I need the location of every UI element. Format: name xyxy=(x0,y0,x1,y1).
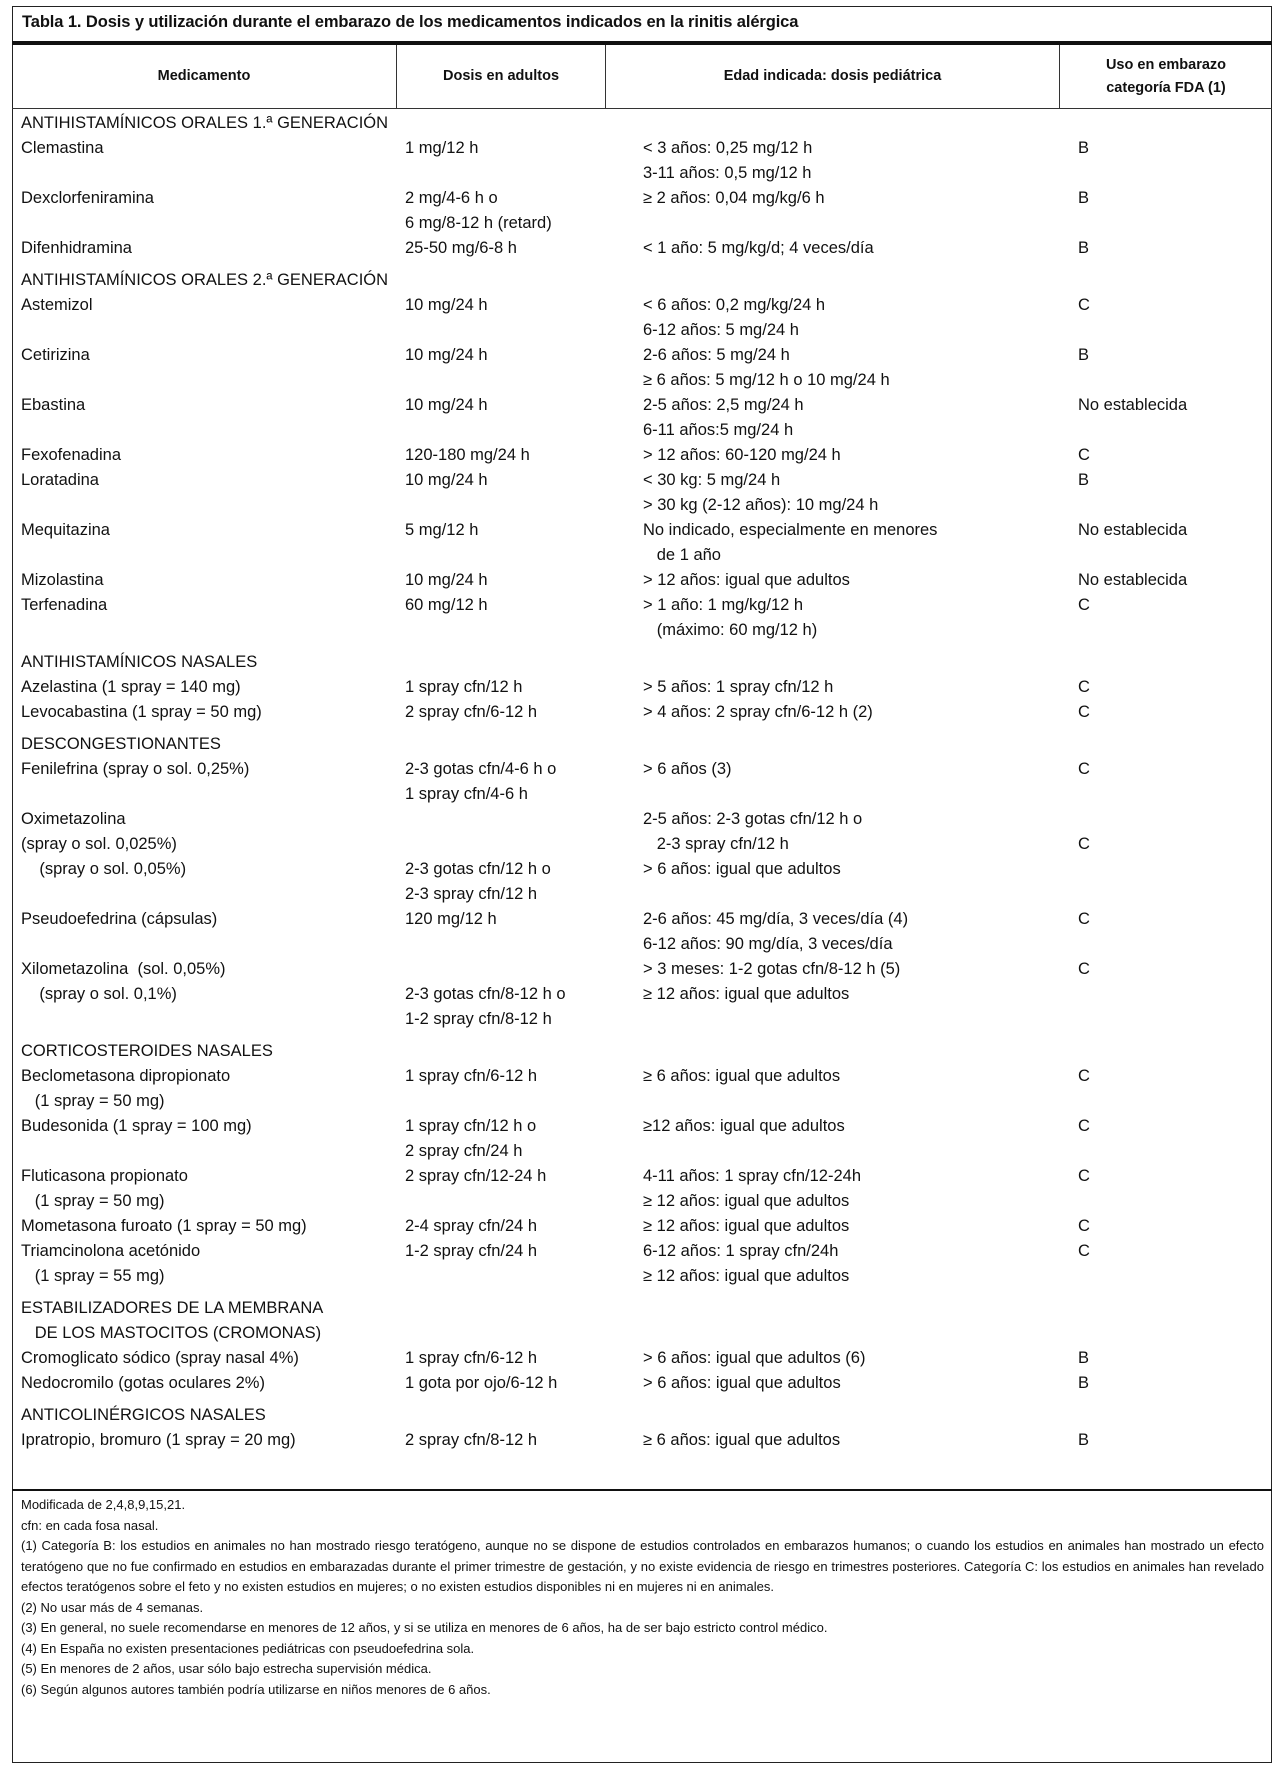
cell-dosis-adultos: 2-4 spray cfn/24 h xyxy=(405,1217,538,1235)
cell-medicamento: Cetirizina xyxy=(21,346,90,364)
table-row xyxy=(0,443,1283,468)
cell-medicamento: Cromoglicato sódico (spray nasal 4%) xyxy=(21,1349,299,1367)
table-row xyxy=(0,468,1283,518)
cell-categoria-fda: B xyxy=(1078,239,1090,257)
header-dosis-adultos: Dosis en adultos xyxy=(397,45,606,108)
cell-categoria-fda: B xyxy=(1078,1349,1090,1367)
cell-dosis-adultos: 25-50 mg/6-8 h xyxy=(405,239,517,257)
cell-dosis-pediatrica: 2-6 años: 45 mg/día, 3 veces/día (4) 6-12 años: 90 mg/día, 3 veces/día xyxy=(643,910,909,953)
footnote: cfn: en cada fosa nasal. xyxy=(21,1517,159,1533)
cell-dosis-adultos: 2 spray cfn/6-12 h xyxy=(405,703,538,721)
table-footnotes xyxy=(21,1495,1264,1700)
cell-dosis-pediatrica: > 12 años: 60-120 mg/24 h xyxy=(643,446,841,464)
table-row xyxy=(0,1164,1283,1214)
footnote: (5) En menores de 2 años, usar sólo bajo estrecha supervisión médica. xyxy=(21,1661,432,1676)
category-row xyxy=(0,732,1283,757)
cell-dosis-pediatrica: > 12 años: igual que adultos xyxy=(643,571,850,589)
cell-dosis-pediatrica: > 6 años: igual que adultos xyxy=(643,1374,841,1392)
cell-dosis-adultos: 2-3 gotas cfn/12 h o 2-3 spray cfn/12 h xyxy=(405,860,551,903)
cell-dosis-pediatrica: ≥ 12 años: igual que adultos xyxy=(643,1217,850,1235)
category-row xyxy=(0,268,1283,293)
cell-dosis-pediatrica: ≥ 2 años: 0,04 mg/kg/6 h xyxy=(643,189,825,207)
table-row xyxy=(0,1114,1283,1164)
table-row xyxy=(0,1371,1283,1396)
category-row xyxy=(0,650,1283,675)
table-row xyxy=(0,1239,1283,1289)
category-row xyxy=(0,111,1283,136)
cell-medicamento: Fenilefrina (spray o sol. 0,25%) xyxy=(21,760,250,778)
cell-categoria-fda: B xyxy=(1078,1431,1090,1449)
cell-medicamento: Ipratropio, bromuro (1 spray = 20 mg) xyxy=(21,1431,296,1449)
cell-categoria-fda: C xyxy=(1078,835,1090,853)
cell-dosis-pediatrica: ≥ 6 años: igual que adultos xyxy=(643,1067,841,1085)
cell-medicamento: Levocabastina (1 spray = 50 mg) xyxy=(21,703,262,721)
cell-categoria-fda: C xyxy=(1078,1242,1090,1260)
header-medicamento: Medicamento xyxy=(12,45,397,108)
cell-medicamento: Astemizol xyxy=(21,296,93,314)
cell-dosis-adultos: 10 mg/24 h xyxy=(405,346,488,364)
table-row xyxy=(0,807,1283,907)
cell-medicamento: Mizolastina xyxy=(21,571,104,589)
cell-medicamento: Triamcinolona acetónido (1 spray = 55 mg) xyxy=(21,1242,201,1285)
cell-dosis-adultos: 2-3 gotas cfn/4-6 h o 1 spray cfn/4-6 h xyxy=(405,760,557,803)
cell-dosis-pediatrica: > 5 años: 1 spray cfn/12 h xyxy=(643,678,834,696)
category-label: ANTIHISTAMÍNICOS ORALES 1.ª GENERACIÓN xyxy=(21,114,389,132)
cell-dosis-pediatrica: 4-11 años: 1 spray cfn/12-24h ≥ 12 años: igual que adultos xyxy=(643,1167,861,1210)
cell-dosis-adultos: 10 mg/24 h xyxy=(405,396,488,414)
table-row xyxy=(0,700,1283,725)
table-title: Tabla 1. Dosis y utilización durante el embarazo de los medicamentos indicados en la rinitis alérgica xyxy=(22,13,799,31)
table-row xyxy=(0,1214,1283,1239)
cell-medicamento: Mequitazina xyxy=(21,521,110,539)
cell-categoria-fda: C xyxy=(1078,760,1090,778)
cell-categoria-fda: No establecida xyxy=(1078,571,1188,589)
bottom-rule xyxy=(12,1489,1272,1491)
table-row xyxy=(0,136,1283,186)
cell-dosis-adultos: 1 spray cfn/6-12 h xyxy=(405,1349,538,1367)
cell-medicamento: Loratadina xyxy=(21,471,99,489)
cell-medicamento: Xilometazolina (sol. 0,05%) (spray o sol. 0,1%) xyxy=(21,960,226,1003)
table-row xyxy=(0,957,1283,1032)
cell-medicamento: Fluticasona propionato (1 spray = 50 mg) xyxy=(21,1167,188,1210)
cell-categoria-fda: C xyxy=(1078,1067,1090,1085)
table-row xyxy=(0,393,1283,443)
cell-dosis-pediatrica: > 1 año: 1 mg/kg/12 h (máximo: 60 mg/12 h) xyxy=(643,596,818,639)
footnote: (2) No usar más de 4 semanas. xyxy=(21,1599,204,1615)
cell-categoria-fda: B xyxy=(1078,1374,1090,1392)
cell-dosis-pediatrica: 2-5 años: 2,5 mg/24 h 6-11 años:5 mg/24 h xyxy=(643,396,804,439)
cell-dosis-adultos: 2-3 gotas cfn/8-12 h o 1-2 spray cfn/8-12 h xyxy=(405,985,566,1028)
cell-categoria-fda: C xyxy=(1078,1117,1090,1135)
cell-medicamento: Difenhidramina xyxy=(21,239,132,257)
table-row xyxy=(0,568,1283,593)
cell-dosis-pediatrica: 2-5 años: 2-3 gotas cfn/12 h o 2-3 spray cfn/12 h > 6 años: igual que adultos xyxy=(643,810,863,878)
cell-dosis-adultos: 120 mg/12 h xyxy=(405,910,497,928)
cell-medicamento: Azelastina (1 spray = 140 mg) xyxy=(21,678,241,696)
cell-categoria-fda: C xyxy=(1078,596,1090,614)
cell-dosis-pediatrica: < 30 kg: 5 mg/24 h > 30 kg (2-12 años): 10 mg/24 h xyxy=(643,471,879,514)
category-label: ANTIHISTAMÍNICOS NASALES xyxy=(21,653,258,671)
table-row xyxy=(0,907,1283,957)
table-row xyxy=(0,1064,1283,1114)
category-row xyxy=(0,1403,1283,1428)
cell-dosis-pediatrica: < 6 años: 0,2 mg/kg/24 h 6-12 años: 5 mg/24 h xyxy=(643,296,826,339)
footnote: (1) Categoría B: los estudios en animales no han mostrado riesgo teratógeno, aunque no se dispone de estudios controlados en embarazos humanos; o cuando los estudios en animales han mostrado un efecto teratógeno que no fue confirmado en estudios en embarazadas durante el primer trimestre de gestación, y no existe evidencia de riesgo en trimestres posteriores. Categoría C: los estudios en animales han revelado efectos teratógenos sobre el feto y no existen estudios en mujeres; o no existen estudios disponibles ni en mujeres ni en animales. xyxy=(21,1538,1264,1594)
cell-dosis-adultos: 1 spray cfn/6-12 h xyxy=(405,1067,538,1085)
cell-dosis-pediatrica: < 3 años: 0,25 mg/12 h 3-11 años: 0,5 mg/12 h xyxy=(643,139,813,182)
cell-categoria-fda: B xyxy=(1078,139,1090,157)
cell-dosis-pediatrica: 6-12 años: 1 spray cfn/24h ≥ 12 años: igual que adultos xyxy=(643,1242,850,1285)
cell-dosis-adultos: 2 mg/4-6 h o 6 mg/8-12 h (retard) xyxy=(405,189,552,232)
header-dosis-pediatrica: Edad indicada: dosis pediátrica xyxy=(606,45,1060,108)
header-categoria-fda: Uso en embarazo categoría FDA (1) xyxy=(1105,56,1227,96)
cell-medicamento: Mometasona furoato (1 spray = 50 mg) xyxy=(21,1217,307,1235)
cell-categoria-fda: C xyxy=(1078,296,1090,314)
cell-categoria-fda: C xyxy=(1078,446,1090,464)
cell-categoria-fda: No establecida xyxy=(1078,521,1188,539)
cell-categoria-fda: C xyxy=(1078,703,1090,721)
category-label: ANTICOLINÉRGICOS NASALES xyxy=(21,1406,266,1424)
cell-dosis-adultos: 2 spray cfn/8-12 h xyxy=(405,1431,538,1449)
cell-medicamento: Budesonida (1 spray = 100 mg) xyxy=(21,1117,252,1135)
cell-categoria-fda: C xyxy=(1078,960,1090,978)
table-row xyxy=(0,293,1283,343)
cell-dosis-adultos: 10 mg/24 h xyxy=(405,471,488,489)
table-row xyxy=(0,343,1283,393)
cell-medicamento: Beclometasona dipropionato (1 spray = 50 mg) xyxy=(21,1067,231,1110)
cell-medicamento: Terfenadina xyxy=(21,596,108,614)
category-label: ANTIHISTAMÍNICOS ORALES 2.ª GENERACIÓN xyxy=(21,271,389,289)
cell-dosis-adultos: 10 mg/24 h xyxy=(405,571,488,589)
cell-dosis-pediatrica: > 6 años: igual que adultos (6) xyxy=(643,1349,866,1367)
cell-medicamento: Dexclorfeniramina xyxy=(21,189,154,207)
cell-categoria-fda: C xyxy=(1078,678,1090,696)
footnote: (4) En España no existen presentaciones pediátricas con pseudoefedrina sola. xyxy=(21,1640,475,1656)
cell-dosis-adultos: 1-2 spray cfn/24 h xyxy=(405,1242,538,1260)
cell-dosis-adultos: 1 gota por ojo/6-12 h xyxy=(405,1374,558,1392)
table-row xyxy=(0,593,1283,643)
table-row xyxy=(0,757,1283,807)
cell-dosis-adultos: 60 mg/12 h xyxy=(405,596,488,614)
table-body xyxy=(0,111,1283,1453)
category-label: CORTICOSTEROIDES NASALES xyxy=(21,1042,273,1060)
cell-medicamento: Fexofenadina xyxy=(21,446,121,464)
cell-dosis-pediatrica: > 3 meses: 1-2 gotas cfn/8-12 h (5) ≥ 12 años: igual que adultos xyxy=(643,960,901,1003)
header-rule xyxy=(12,108,1272,109)
cell-dosis-adultos: 2 spray cfn/12-24 h xyxy=(405,1167,547,1185)
cell-dosis-pediatrica: No indicado, especialmente en menores de 1 año xyxy=(643,521,938,564)
table-row xyxy=(0,236,1283,261)
cell-dosis-pediatrica: ≥12 años: igual que adultos xyxy=(643,1117,845,1135)
table-row xyxy=(0,518,1283,568)
cell-dosis-adultos: 10 mg/24 h xyxy=(405,296,488,314)
category-row xyxy=(0,1039,1283,1064)
cell-dosis-pediatrica: 2-6 años: 5 mg/24 h ≥ 6 años: 5 mg/12 h o 10 mg/24 h xyxy=(643,346,890,389)
footnote: (6) Según algunos autores también podría utilizarse en niños menores de 6 años. xyxy=(21,1681,491,1697)
cell-categoria-fda: B xyxy=(1078,346,1090,364)
footnote: Modificada de 2,4,8,9,15,21. xyxy=(21,1497,186,1512)
cell-medicamento: Nedocromilo (gotas oculares 2%) xyxy=(21,1374,265,1392)
cell-categoria-fda: B xyxy=(1078,471,1090,489)
cell-dosis-adultos: 1 mg/12 h xyxy=(405,139,479,157)
category-row xyxy=(0,1296,1283,1346)
cell-dosis-pediatrica: > 4 años: 2 spray cfn/6-12 h (2) xyxy=(643,703,873,721)
cell-medicamento: Pseudoefedrina (cápsulas) xyxy=(21,910,218,928)
cell-categoria-fda: C xyxy=(1078,1217,1090,1235)
cell-medicamento: Ebastina xyxy=(21,396,86,414)
cell-dosis-adultos: 5 mg/12 h xyxy=(405,521,479,539)
cell-dosis-adultos: 120-180 mg/24 h xyxy=(405,446,530,464)
cell-categoria-fda: No establecida xyxy=(1078,396,1188,414)
cell-medicamento: Oximetazolina (spray o sol. 0,025%) (spray o sol. 0,05%) xyxy=(21,810,187,878)
table-row xyxy=(0,1346,1283,1371)
cell-dosis-pediatrica: > 6 años (3) xyxy=(643,760,732,778)
table-row xyxy=(0,1428,1283,1453)
cell-dosis-adultos: 1 spray cfn/12 h xyxy=(405,678,523,696)
cell-dosis-pediatrica: ≥ 6 años: igual que adultos xyxy=(643,1431,841,1449)
cell-dosis-adultos: 1 spray cfn/12 h o 2 spray cfn/24 h xyxy=(405,1117,537,1160)
cell-categoria-fda: C xyxy=(1078,1167,1090,1185)
cell-dosis-pediatrica: < 1 año: 5 mg/kg/d; 4 veces/día xyxy=(643,239,874,257)
cell-categoria-fda: B xyxy=(1078,189,1090,207)
category-label: DESCONGESTIONANTES xyxy=(21,735,221,753)
category-label: ESTABILIZADORES DE LA MEMBRANA DE LOS MASTOCITOS (CROMONAS) xyxy=(21,1299,324,1342)
cell-medicamento: Clemastina xyxy=(21,139,104,157)
cell-categoria-fda: C xyxy=(1078,910,1090,928)
footnote: (3) En general, no suele recomendarse en menores de 12 años, y si se utiliza en menores de 6 años, ha de ser bajo estricto control médico. xyxy=(21,1620,828,1635)
table-row xyxy=(0,186,1283,236)
table-row xyxy=(0,675,1283,700)
